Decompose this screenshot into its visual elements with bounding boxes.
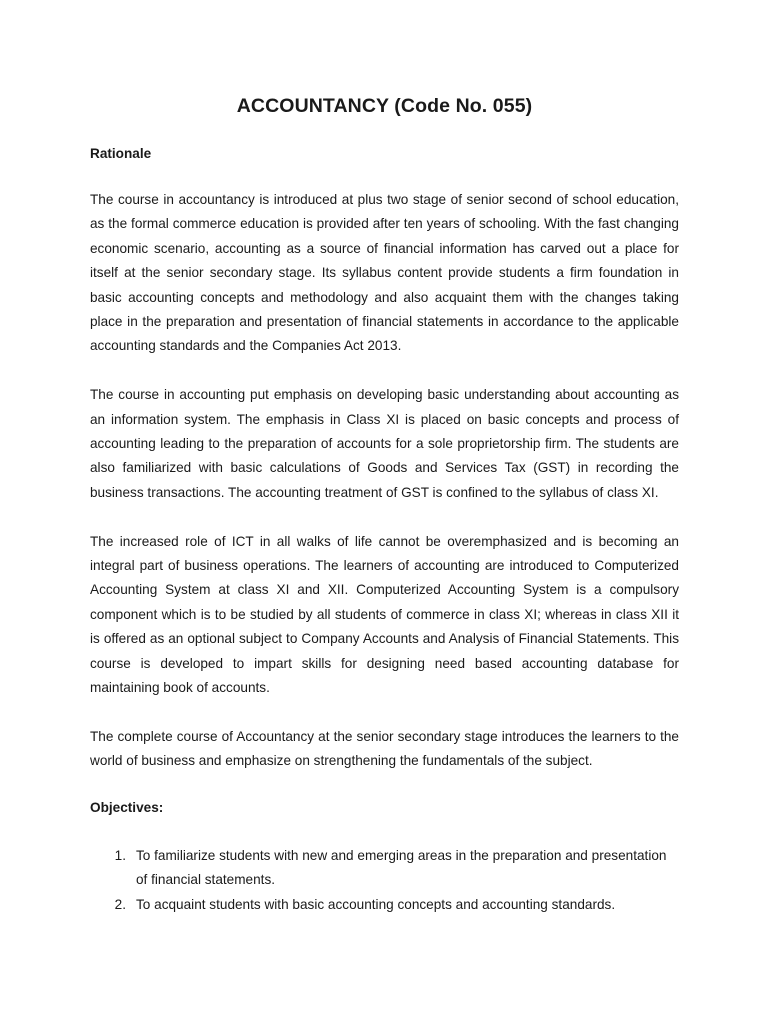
rationale-paragraph-3: The increased role of ICT in all walks of life cannot be overemphasized and is becoming an integral part of business operations. The learners of accounting are introduced to Computerized Accounting System at class XI and XII. Computerized Accounting System is a compulsory component which is to be studied by all students of commerce in class XI; whereas in class XII it is offered as an optional subject to Company Accounts and Analysis of Financial Statements. This course is developed to impart skills for designing need based accounting database for maintaining book of accounts. [90, 533, 679, 696]
page-title: ACCOUNTANCY (Code No. 055) [236, 95, 533, 117]
objectives-heading: Objectives: [90, 799, 164, 815]
rationale-body [90, 188, 679, 774]
rationale-paragraph-4: The complete course of Accountancy at the senior secondary stage introduces the learners to the world of business and emphasize on strengthening the fundamentals of the subject. [90, 728, 679, 769]
objective-text: To familiarize students with new and emerging areas in the preparation and presentation of financial statements. [136, 847, 667, 888]
objectives-list [90, 844, 679, 917]
objective-number: 2. [114, 896, 126, 912]
objective-number: 1. [114, 847, 126, 863]
rationale-heading: Rationale [90, 146, 152, 161]
objective-text: To acquaint students with basic accounting concepts and accounting standards. [136, 896, 616, 912]
objective-item [90, 844, 679, 893]
objective-item [90, 893, 679, 917]
rationale-paragraph-2: The course in accounting put emphasis on developing basic understanding about accounting as an information system. The emphasis in Class XI is placed on basic concepts and process of accounting leading to the preparation of accounts for a sole proprietorship firm. The students are also familiarized with basic calculations of Goods and Services Tax (GST) in recording the business transactions. The accounting treatment of GST is confined to the syllabus of class XI. [90, 387, 679, 500]
rationale-paragraph-1: The course in accountancy is introduced at plus two stage of senior second of school education, as the formal commerce education is provided after ten years of schooling. With the fast changing economic scenario, accounting as a source of financial information has carved out a place for itself at the senior secondary stage. Its syllabus content provide students a firm foundation in basic accounting concepts and methodology and also acquaint them with the changes taking place in the preparation and presentation of financial statements in accordance to the applicable accounting standards and the Companies Act 2013. [90, 192, 679, 354]
